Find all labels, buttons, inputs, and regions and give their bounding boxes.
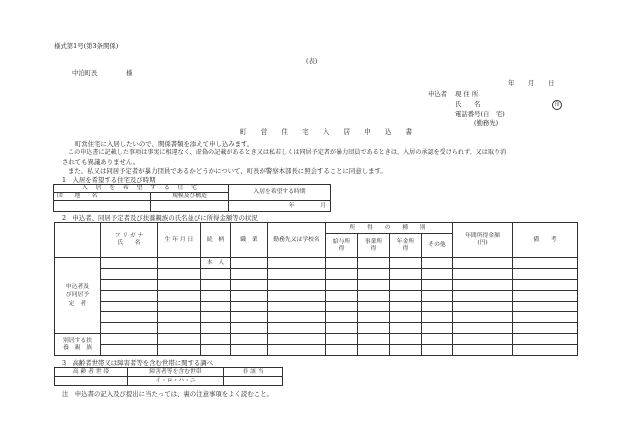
table-cell[interactable] [231,301,268,312]
section1-heading: 1 入居を希望する住宅及び時期 [62,176,156,184]
table-cell[interactable] [158,258,201,269]
table-cell[interactable] [201,323,231,334]
table-cell[interactable] [513,312,578,323]
housing-header: 入 居 を 希 望 す る 住 宅 [54,185,229,193]
table-cell[interactable] [201,290,231,301]
table-cell[interactable] [158,279,201,290]
self-relation-cell: 本 人 [201,258,231,269]
pension-header-line1: 年金所 [396,239,415,246]
table-cell[interactable] [358,345,390,356]
table-cell[interactable] [422,269,453,280]
table-cell[interactable] [422,258,453,269]
table-cell[interactable] [326,269,358,280]
table-cell[interactable] [326,334,358,345]
business-header-line1: 事業所 [364,239,383,246]
table-cell[interactable] [158,312,201,323]
table-cell[interactable] [453,301,513,312]
relation-header: 続 柄 [201,223,231,258]
dependents-group-line2: 養 親 族 [63,344,92,351]
table-cell[interactable] [201,345,231,356]
table-cell[interactable] [101,301,158,312]
other-header: その他 [422,234,453,258]
structure-input[interactable] [151,201,229,212]
table-cell[interactable] [390,290,422,301]
applicant-name-label: 氏 名 [455,100,481,108]
intro-line-3: されても異議ありません。 [62,158,140,166]
table-cell[interactable] [390,312,422,323]
table-cell[interactable] [158,323,201,334]
period-month: 月 [320,202,327,209]
table-cell[interactable] [358,269,390,280]
table-cell[interactable] [101,279,158,290]
table-cell[interactable] [422,345,453,356]
table-cell[interactable] [422,279,453,290]
not-applicable-checkbox-cell[interactable] [224,377,283,386]
disabled-header: 障害者等を含む世帯 [128,368,224,377]
table-cell[interactable] [390,279,422,290]
applicant-group-line1: 申込者及 [65,283,90,290]
birth-header: 生 年 月 日 [158,223,201,258]
table-cell[interactable] [326,258,358,269]
table-cell[interactable] [268,312,326,323]
table-cell[interactable] [158,290,201,301]
table-cell[interactable] [268,301,326,312]
table-cell[interactable] [453,258,513,269]
date-month: 月 [528,79,535,87]
furigana-header: フ リ ガ ナ [114,233,144,240]
table-cell[interactable] [158,301,201,312]
dependents-group-label [55,334,101,356]
period-input[interactable] [229,201,331,212]
salary-header-line2: 得 [338,245,345,252]
form-number: 様式第1号(第3条関係) [54,42,119,50]
table-cell[interactable] [390,345,422,356]
table-cell[interactable] [453,345,513,356]
table-cell[interactable] [513,345,578,356]
section2-heading: 2 申込者、同居予定者及び扶養親族の氏名並びに所得金額等の状況 [62,214,258,222]
table-cell[interactable] [268,279,326,290]
table-cell[interactable] [101,312,158,323]
table-cell[interactable] [101,334,158,345]
form-title: 町 営 住 宅 入 居 申 込 書 [240,128,419,136]
table-cell[interactable] [201,301,231,312]
table-cell[interactable] [231,290,268,301]
table-cell[interactable] [358,312,390,323]
table-cell[interactable] [231,279,268,290]
table-cell[interactable] [158,269,201,280]
complex-input[interactable] [54,201,151,212]
table-cell[interactable] [453,334,513,345]
table-cell[interactable] [326,279,358,290]
table-cell[interactable] [453,290,513,301]
full-name-header: 氏 名 [117,240,141,247]
table-cell[interactable] [268,334,326,345]
addressee-honorific: 様 [126,69,133,77]
table-cell[interactable] [390,334,422,345]
table-cell[interactable] [422,334,453,345]
table-cell[interactable] [268,269,326,280]
complex-label: 団 地 名 [54,193,151,201]
table-cell[interactable] [158,334,201,345]
table-cell[interactable] [453,269,513,280]
elderly-checkbox-cell[interactable] [55,377,128,386]
applicant-group-line2: び同居予 [65,292,90,299]
table-cell[interactable] [231,323,268,334]
table-cell[interactable] [231,258,268,269]
name-header [101,223,158,258]
date-year: 年 [508,79,515,87]
seal-mark: 印 [552,100,562,110]
table-cell[interactable] [513,334,578,345]
table-cell[interactable] [513,323,578,334]
table-cell[interactable] [231,334,268,345]
period-year: 年 [288,202,295,209]
intro-line-4: また、私又は同居予定者が暴力団員であるかどうかについて、町長が警察本部長に照会することに同意します。 [68,167,387,175]
remarks-header: 備 考 [513,223,578,258]
household-table [54,222,578,356]
table-cell[interactable] [453,312,513,323]
table-cell[interactable] [390,301,422,312]
table-cell[interactable] [513,301,578,312]
table-cell[interactable] [326,345,358,356]
business-header-line2: 得 [370,245,377,252]
table-cell[interactable] [201,312,231,323]
job-header: 職 業 [231,223,268,258]
table-cell[interactable] [101,323,158,334]
business-header [358,234,390,258]
applicant-heading: 申込者 [428,90,448,98]
table-cell[interactable] [422,290,453,301]
applicant-group-label [55,258,101,334]
applicant-group-line3: 定 者 [68,301,87,308]
table-cell[interactable] [453,323,513,334]
table-cell[interactable] [358,301,390,312]
disabled-options-cell[interactable]: イ・ロ・ハ・ニ [128,377,224,386]
dependents-group-line1: 別居する扶 [63,337,92,344]
table-cell[interactable] [101,269,158,280]
elderly-header: 高 齢 者 世 帯 [55,368,128,377]
table-cell[interactable] [422,312,453,323]
table-cell[interactable] [422,323,453,334]
table-cell[interactable] [358,279,390,290]
pension-header [390,234,422,258]
table-cell[interactable] [453,279,513,290]
workplace-header: 勤務先又は学校名 [268,223,326,258]
income-type-header: 所 得 の 種 別 [326,223,453,234]
table-cell[interactable] [326,301,358,312]
table-cell[interactable] [358,323,390,334]
table-cell[interactable] [513,269,578,280]
salary-header-line1: 給与所 [332,239,351,246]
group-header-blank [55,223,101,258]
table-cell[interactable] [358,334,390,345]
table-cell[interactable] [513,258,578,269]
addressee-name: 中泊町長 [72,69,98,77]
applicant-address-label: 現 住 所 [455,90,479,98]
table-cell[interactable] [268,323,326,334]
intro-line-1: 町営住宅に入居したいので、関係書類を添えて申し込みます。 [75,140,254,148]
table-cell[interactable] [390,323,422,334]
table-cell[interactable] [231,269,268,280]
table-cell[interactable] [326,290,358,301]
table-cell[interactable] [201,279,231,290]
table-cell[interactable] [158,345,201,356]
table-cell[interactable] [268,345,326,356]
table-cell[interactable] [201,334,231,345]
annual-income-header [453,223,513,258]
table-cell[interactable] [268,258,326,269]
table-cell[interactable] [231,312,268,323]
applicant-work-label: (勤務先) [474,119,499,127]
annual-income-label: 年間所得金額 [465,233,500,240]
table-cell[interactable] [101,258,158,269]
table-cell[interactable] [231,345,268,356]
intro-line-2: この申込書に記載した事項は事実に相違なく、虚偽の記載があるとき又は私若しくは同居予定者が暴力団員であるときは、入居の承認を受けられず、又は取り消 [68,149,507,156]
table-cell[interactable] [358,290,390,301]
page-side-label: (表) [306,57,318,65]
applicant-phone-label: 電話番号(自 宅) [455,110,505,118]
household-type-table [54,367,283,386]
table-cell[interactable] [101,345,158,356]
table-cell[interactable] [326,312,358,323]
date-day: 日 [548,79,555,87]
structure-label: 規模及び構造 [151,193,229,201]
salary-header [326,234,358,258]
table-cell[interactable] [513,290,578,301]
table-cell[interactable] [358,258,390,269]
period-header: 入居を希望する時期 [229,185,331,201]
table-cell[interactable] [268,290,326,301]
housing-table [53,184,331,212]
table-cell[interactable] [101,290,158,301]
not-applicable-header: 非 該 当 [224,368,283,377]
footer-note: 注 申込書の記入及び提出に当たっては、裏の注意事項をよく読むこと。 [62,390,273,398]
table-cell[interactable] [326,323,358,334]
table-cell[interactable] [513,279,578,290]
pension-header-line2: 得 [402,245,409,252]
table-cell[interactable] [422,301,453,312]
annual-income-unit: (円) [477,240,488,247]
table-cell[interactable] [390,258,422,269]
table-cell[interactable] [390,269,422,280]
table-cell[interactable] [201,269,231,280]
section3-heading: 3 高齢者世帯又は障害者等を含む世帯に関する調べ [62,359,214,367]
